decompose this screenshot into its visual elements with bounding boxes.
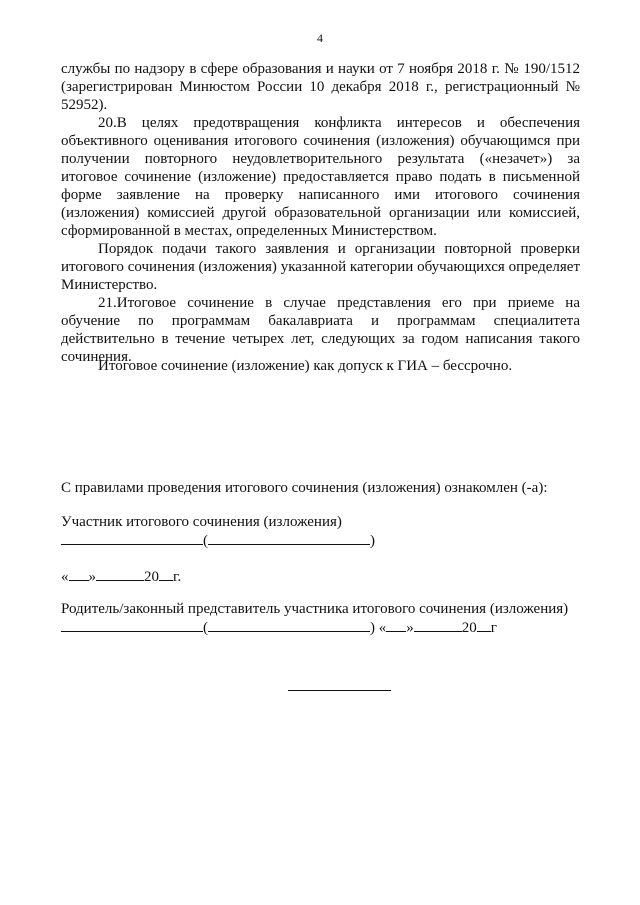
acknowledgement-text: С правилами проведения итогового сочинения (изложения) ознакомлен (-а): (61, 480, 548, 496)
parent-month-blank[interactable] (414, 617, 462, 632)
parent-year-blank[interactable] (477, 617, 491, 632)
year-suffix: г. (173, 569, 182, 585)
page-number: 4 (317, 31, 323, 45)
parent-year-suffix: г (490, 620, 497, 636)
open-quote: « (61, 569, 69, 585)
parent-close-paren-quote: ) « (370, 620, 387, 636)
parent-day-blank[interactable] (386, 617, 406, 632)
paragraph-21: 21.Итоговое сочинение в случае представления его при приеме на обучение по программам бакалавриата и программам специалитета действительно в течение четырех лет, следующих за годом написания такого сочинения. (61, 295, 580, 365)
parent-signature-blank[interactable] (61, 617, 203, 632)
close-paren: ) (370, 533, 375, 549)
paragraph-20: 20.В целях предотвращения конфликта интересов и обеспечения объективного оценивания итогового сочинения (изложения) обучающимся при получении повторного неудовлетворительного результата («незачет») за итоговое сочинение (изложение) предоставляется право подать в письменной форме заявление на проверку написанного ими итогового сочинения (изложения) комиссией другой образовательной организации или комиссией, сформированной в местах, определенных Министерством. (61, 115, 580, 239)
participant-signature-line (61, 530, 375, 550)
parent-open-paren: ( (203, 620, 208, 636)
year-prefix: 20 (144, 569, 159, 585)
year-blank[interactable] (159, 566, 173, 581)
footer-divider (288, 690, 391, 691)
parent-signature-line (61, 617, 497, 637)
parent-name-blank[interactable] (208, 617, 370, 632)
day-blank[interactable] (69, 566, 89, 581)
paragraph-validity: Итоговое сочинение (изложение) как допуск к ГИА – бессрочно. (98, 358, 513, 374)
participant-label: Участник итогового сочинения (изложения) (61, 514, 342, 530)
paragraph-procedure: Порядок подачи такого заявления и организации повторной проверки итогового сочинения (изложения) указанной категории обучающихся определяет Министерство. (61, 241, 580, 293)
parent-close-quote: » (406, 620, 414, 636)
name-blank[interactable] (208, 530, 370, 545)
open-paren: ( (203, 533, 208, 549)
paragraph-continuation: службы по надзору в сфере образования и науки от 7 ноября 2018 г. № 190/1512 (зарегистрирован Минюстом России 10 декабря 2018 г., регистрационный № 52952). (61, 61, 580, 113)
close-quote: » (88, 569, 96, 585)
parent-label: Родитель/законный представитель участника итогового сочинения (изложения) (61, 601, 569, 617)
participant-date-line (61, 566, 181, 586)
parent-year-prefix: 20 (461, 620, 477, 636)
month-blank[interactable] (96, 566, 144, 581)
signature-blank[interactable] (61, 530, 203, 545)
